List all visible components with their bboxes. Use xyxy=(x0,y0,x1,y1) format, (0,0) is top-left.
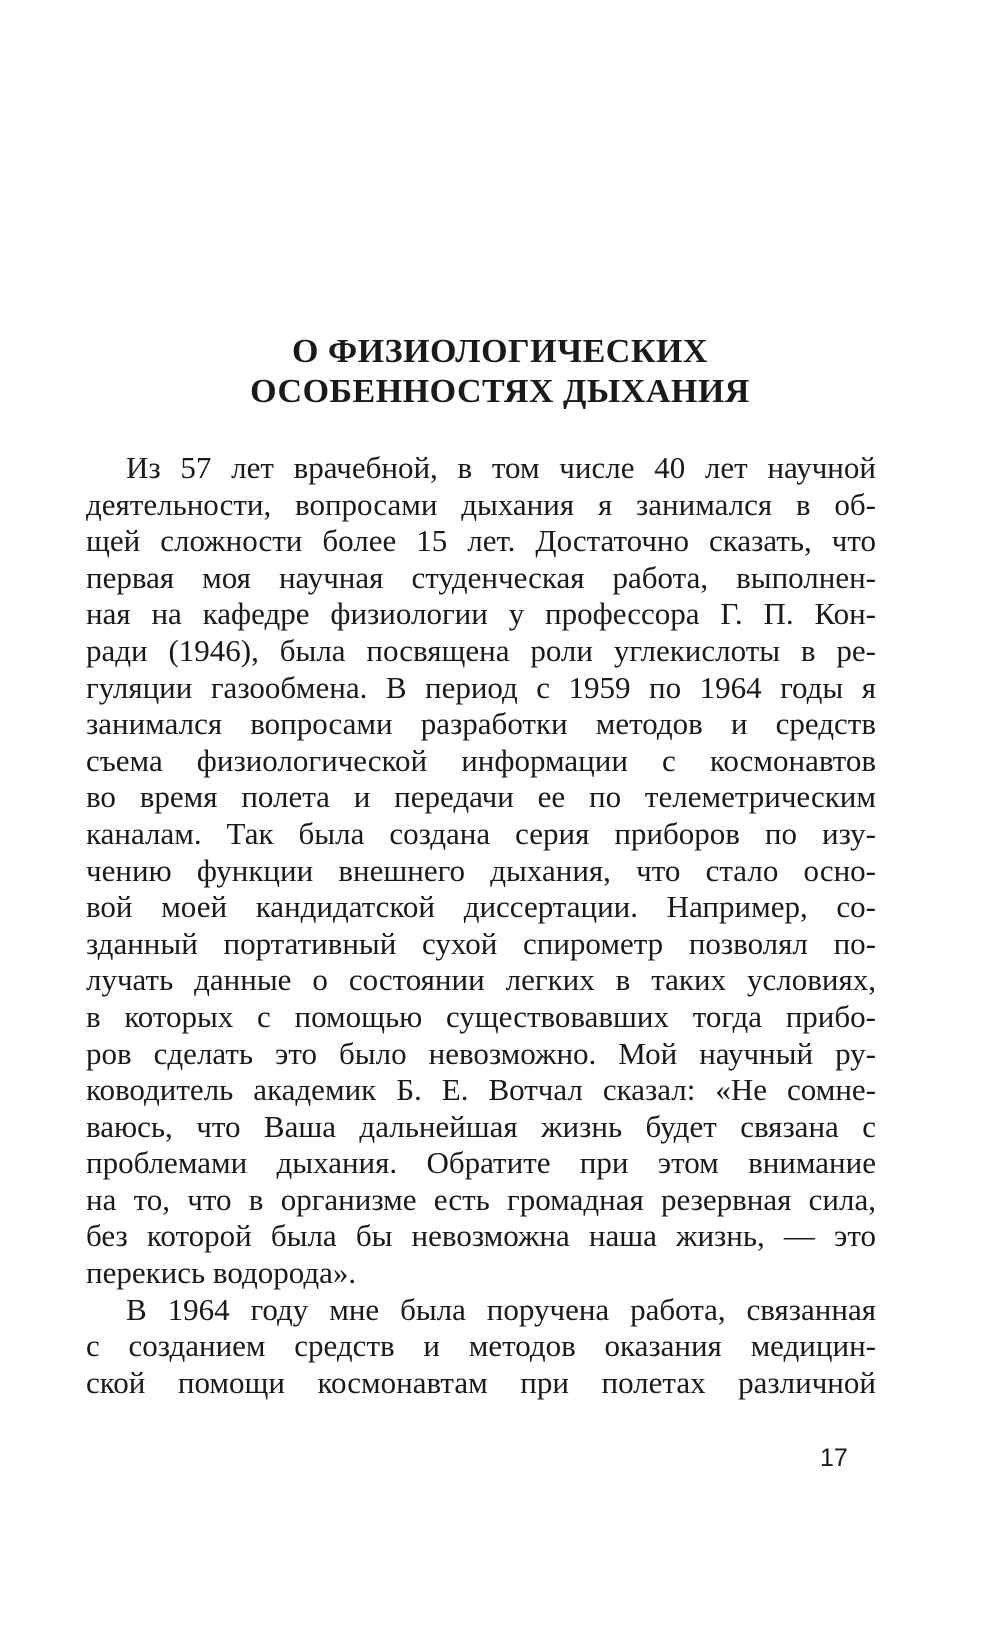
text-line: без которой была бы невозможна наша жизнь, — это xyxy=(86,1218,876,1254)
text-line: с созданием средств и методов оказания медицин- xyxy=(86,1328,876,1364)
text-line: ваюсь, что Ваша дальнейшая жизнь будет связана с xyxy=(86,1108,876,1144)
text-line: ради (1946), была посвящена роли углекислоты в ре- xyxy=(86,632,876,668)
text-line: во время полета и передачи ее по телеметрическим xyxy=(86,779,876,815)
text-line: ководитель академик Б. Е. Вотчал сказал: «Не сомне- xyxy=(86,1072,876,1108)
text-line: съема физиологической информации с космонавтов xyxy=(86,742,876,778)
text-line: В 1964 году мне была поручена работа, связанная xyxy=(126,1291,876,1327)
text-line: каналам. Так была создана серия приборов по изу- xyxy=(86,815,876,851)
text-line: деятельности, вопросами дыхания я занимался в об- xyxy=(86,486,876,522)
body-text xyxy=(86,450,876,1401)
text-line: щей сложности более 15 лет. Достаточно сказать, что xyxy=(86,523,876,559)
chapter-heading xyxy=(0,332,1000,412)
chapter-heading-line-2: ОСОБЕННОСТЯХ ДЫХАНИЯ xyxy=(250,373,750,410)
text-line: ная на кафедре физиологии у профессора Г. П. Кон- xyxy=(86,596,876,632)
text-line: на то, что в организме есть громадная резервная сила, xyxy=(86,1181,876,1217)
text-line: ской помощи космонавтам при полетах различной xyxy=(86,1364,876,1400)
text-line: гуляции газообмена. В период с 1959 по 1964 годы я xyxy=(86,669,876,705)
text-line: вой моей кандидатской диссертации. Например, со- xyxy=(86,889,876,925)
chapter-heading-line-1: О ФИЗИОЛОГИЧЕСКИХ xyxy=(292,333,708,370)
text-line: первая моя научная студенческая работа, выполнен- xyxy=(86,559,876,595)
text-line: в которых с помощью существовавших тогда прибо- xyxy=(86,998,876,1034)
text-line: занимался вопросами разработки методов и средств xyxy=(86,706,876,742)
text-line: лучать данные о состоянии легких в таких условиях, xyxy=(86,962,876,998)
page-number: 17 xyxy=(820,1444,848,1472)
text-line: зданный портативный сухой спирометр позволял по- xyxy=(86,925,876,961)
text-line: Из 57 лет врачебной, в том числе 40 лет научной xyxy=(126,450,876,485)
text-line: перекись водорода». xyxy=(86,1255,357,1291)
text-line: чению функции внешнего дыхания, что стало осно- xyxy=(86,852,876,888)
text-line: ров сделать это было невозможно. Мой научный ру- xyxy=(86,1035,876,1071)
text-line: проблемами дыхания. Обратите при этом внимание xyxy=(86,1145,876,1181)
